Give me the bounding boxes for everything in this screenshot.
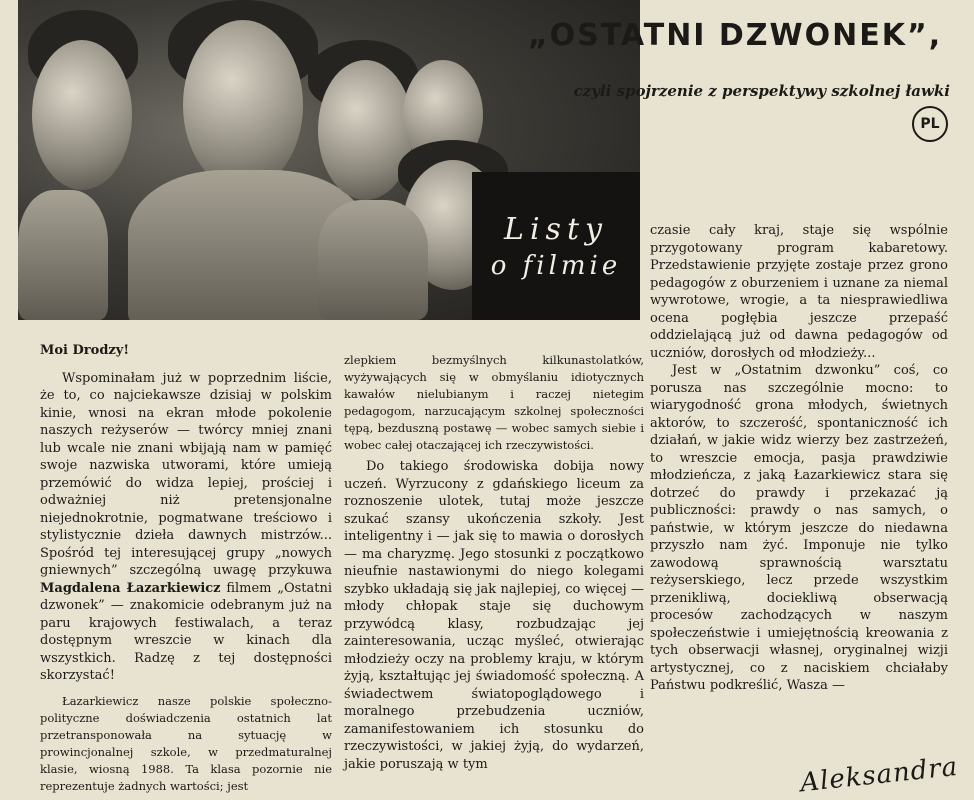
director-name: Magdalena Łazarkiewicz bbox=[40, 580, 221, 596]
photo-figure-face bbox=[32, 40, 132, 190]
column2-paragraph2: Do takiego środowiska dobija nowy uczeń. Wyrzucony z gdańskiego liceum za roznoszenie ulotek, tutaj może jeszcze szukać szansy ukończenia szkoły. Jest inteligentny i — jak się to mawia o dorosłych — ma charyzmę. Jego stosunki z początkowo nieufnie nastawionymi do niego kolegami szybko układają się jak najlepiej, co więcej — młody chłopak staje się duchowym przywódcą klasy, rozbudzając jej zainteresowania, ucząc myśleć, otwierając młodzieży oczy na problemy kraju, w którym żyją, kształtując jej świadomość społeczną. A świadectwem światopoglądowego i moralnego przebudzenia uczniów, zamanifestowaniem ich stosunku do rzeczywistości, w jakiej żyją, do wydarzeń, jakie poruszają w tym bbox=[344, 459, 644, 772]
photo-figure-shirt bbox=[18, 190, 108, 320]
pl-badge: PL bbox=[912, 106, 948, 142]
article-column-2 bbox=[344, 352, 644, 773]
letter-greeting: Moi Drodzy! bbox=[40, 343, 130, 358]
column2-paragraph1: zlepkiem bezmyślnych kilkunastolatków, wyżywających się w obmyślaniu idiotycznych kawałów nielubianym i raczej nietegim pedagogom, narzucającym szkolnej społeczności tępą, bezduszną postawę — wobec samych siebie i wobec całej otaczającej ich rzeczywistości. bbox=[344, 353, 644, 452]
column3-paragraph2: Jest w „Ostatnim dzwonku” coś, co porusza nas szczególnie mocno: to wiarygodność grona młodych, świetnych aktorów, to szczerość, spontaniczność ich działań, w jakie widz wierzy bez zastrzeżeń, to wreszcie emocja, pasja prawdziwie młodzieńcza, z jaką Łazarkiewicz stara się dotrzeć do prawdy i przekazać ją publiczności: prawdy o nas samych, o państwie, w którym jeszcze do niedawna przyszło nam żyć. Imponuje nie tylko zawodową sprawnością warsztatu reżyserskiego, lecz przede wszystkim przenikliwą, dociekliwą obserwacją procesów zachodzących w naszym społeczeństwie i umiejętnością kreowania z tych obserwacji własnej, oryginalnej wizji artystycznej, co z naciskiem chciałaby Państwu podkreślić, Wasza — bbox=[650, 363, 948, 693]
photo-caption-line1: Listy bbox=[504, 211, 608, 247]
article-column-3 bbox=[650, 222, 948, 695]
column1-paragraph1-text: Wspominałam już w poprzednim liście, że to, co najciekawsze dzisiaj w polskim kinie, wnosi na ekran młode pokolenie naszych reżyserów — twórcy mniej znani lub wcale nie znani wbijają nam w pamięć swoje nazwiska utworami, które umieją przemówić do widza lepiej, prościej i odważniej niż pretensjonalne niejednokrotnie, pogmatwane treściowo i stylistycznie dzieła dawnych mistrzów... Spośród tej interesującej grupy „nowych gniewnych” szczególną uwagę przykuwa bbox=[40, 370, 332, 578]
author-signature: Aleksandra bbox=[798, 751, 960, 799]
article-headline: „OSTATNI DZWONEK”, bbox=[527, 18, 943, 53]
column3-paragraph1: czasie cały kraj, staje się wspólnie przygotowany program kabaretowy. Przedstawienie przyjęte zostaje przez grono pedagogów z oburzeniem i uznane za niemal wywrotowe, wrogie, a ta niesprawiedliwa ocena pogłębia jeszcze przepaść oddzielającą już od dawna pedagogów od uczniów, dorosłych od młodzieży... bbox=[650, 223, 948, 361]
article-subheadline: czyli spojrzenie z perspektywy szkolnej ławki bbox=[573, 82, 950, 100]
photo-caption-box bbox=[472, 172, 640, 320]
column1-paragraph1-end: filmem „Ostatni dzwonek” — znakomicie odebranym już na paru krajowych festiwalach, a teraz dostępnym wreszcie w kinach dla wszystkich. Radzę z tej dostępności skorzystać! bbox=[40, 580, 333, 683]
column1-paragraph2: Łazarkiewicz nasze polskie społeczno-polityczne doświadczenia ostatnich lat przetransponowała na sytuację w prowincjonalnej szkole, w przedmaturalnej klasie, wiosną 1988. Ta klasa pozornie nie reprezentuje żadnych wartości; jest bbox=[40, 693, 332, 793]
photo-figure-shirt bbox=[318, 200, 428, 320]
column1-paragraph1 bbox=[40, 370, 332, 685]
article-column-1 bbox=[40, 342, 332, 795]
photo-figure-face bbox=[183, 20, 303, 190]
photo-caption-line2: o filmie bbox=[490, 250, 622, 281]
